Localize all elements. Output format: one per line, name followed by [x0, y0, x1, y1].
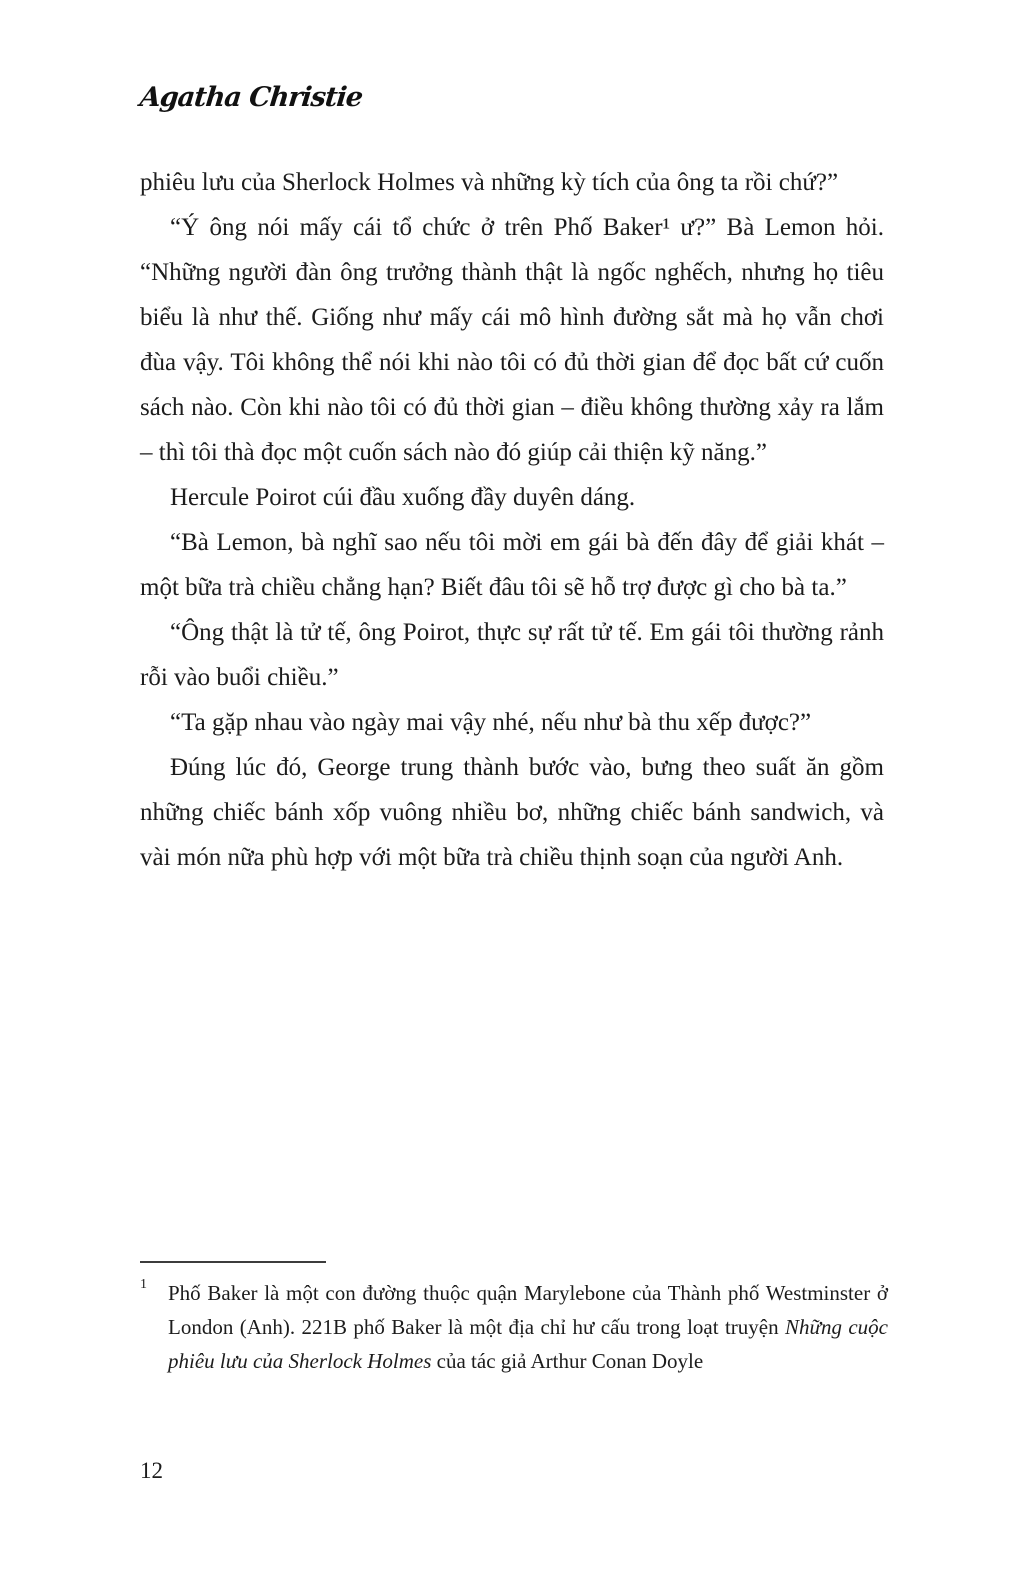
author-signature-logo: Agatha Christie — [138, 82, 364, 113]
paragraph: phiêu lưu của Sherlock Holmes và những kỳ tích của ông ta rồi chứ?” — [140, 169, 839, 196]
paragraph: “Ông thật là tử tế, ông Poirot, thực sự rất tử tế. Em gái tôi thường rảnh rỗi vào buổi chiều.” — [140, 619, 884, 691]
paragraph: “Bà Lemon, bà nghĩ sao nếu tôi mời em gái bà đến đây để giải khát – một bữa trà chiều chẳng hạn? Biết đâu tôi sẽ hỗ trợ được gì cho bà ta.” — [140, 529, 884, 601]
paragraph: Đúng lúc đó, George trung thành bước vào, bưng theo suất ăn gồm những chiếc bánh xốp vuông nhiều bơ, những chiếc bánh sandwich, và vài món nữa phù hợp với một bữa trà chiều thịnh soạn của người Anh. — [140, 754, 884, 871]
footnote-regular-text: Phố Baker là một con đường thuộc quận Marylebone của Thành phố Westminster ở London (Anh). 221B phố Baker là một địa chỉ hư cấu trong loạt truyện — [168, 1281, 888, 1339]
page-number: 12 — [140, 1458, 163, 1483]
paragraph: “Ý ông nói mấy cái tổ chức ở trên Phố Baker¹ ư?” Bà Lemon hỏi. “Những người đàn ông trưởng thành thật là ngốc nghếch, nhưng họ tiêu biểu là như thế. Giống như mấy cái mô hình đường sắt mà họ vẫn chơi đùa vậy. Tôi không thể nói khi nào tôi có đủ thời gian để đọc bất cứ cuốn sách nào. Còn khi nào tôi có đủ thời gian – điều không thường xảy ra lắm – thì tôi thà đọc một cuốn sách nào đó giúp cải thiện kỹ năng.” — [140, 214, 884, 466]
body-text — [140, 160, 884, 880]
paragraph: “Ta gặp nhau vào ngày mai vậy nhé, nếu như bà thu xếp được?” — [170, 709, 812, 736]
footnote-regular-text: của tác giả Arthur Conan Doyle — [431, 1349, 704, 1373]
footnote-marker: 1 — [140, 1277, 147, 1292]
paragraph: Hercule Poirot cúi đầu xuống đầy duyên dáng. — [170, 484, 636, 511]
footnote-italic-text: Những cuộc phiêu lưu của Sherlock Holmes — [168, 1315, 888, 1373]
footnote-divider — [140, 1261, 326, 1263]
footnote-text — [168, 1281, 888, 1373]
footnote — [140, 1276, 888, 1378]
